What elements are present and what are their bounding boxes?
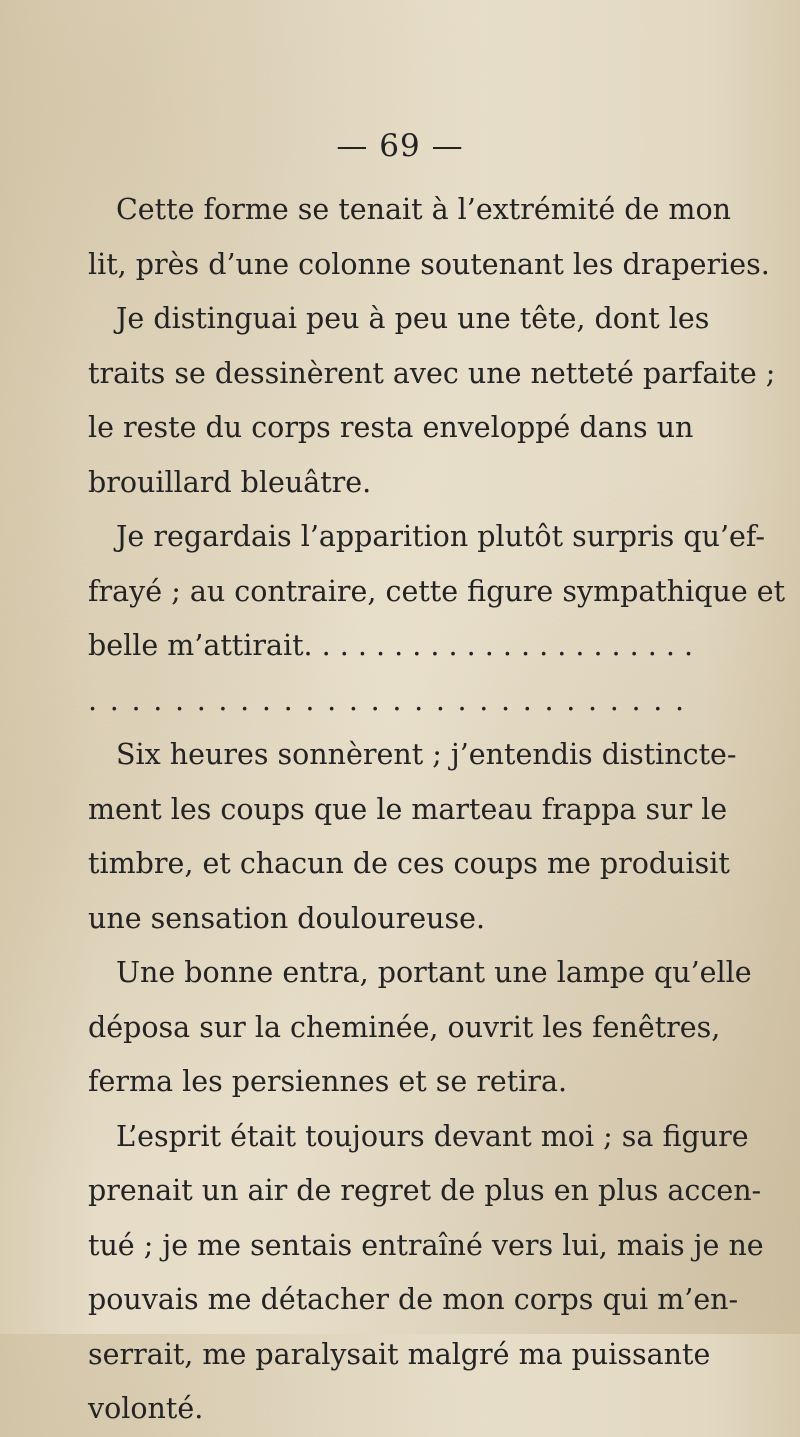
- text-line: Je distinguai peu à peu une tête, dont les: [116, 302, 710, 335]
- text-line: déposa sur la cheminée, ouvrit les fenêtres,: [88, 1010, 721, 1044]
- text-line: belle m’attirait. . . . . . . . . . . . . . . . . . . . . .: [88, 629, 694, 662]
- text-line: frayé ; au contraire, cette figure sympathique et: [88, 574, 786, 608]
- text-line: serrait, me paralysait malgré ma puissante: [88, 1337, 711, 1371]
- text-line: timbre, et chacun de ces coups me produisit: [88, 847, 730, 880]
- text-line: ferma les persiennes et se retira.: [88, 1065, 568, 1098]
- text-line: une sensation douloureuse.: [88, 901, 486, 935]
- page-number: — 69 —: [336, 128, 464, 164]
- text-line: pouvais me détacher de mon corps qui m’en-: [88, 1283, 739, 1316]
- text-line: L’esprit était toujours devant moi ; sa figure: [116, 1119, 749, 1153]
- body-text: [88, 183, 786, 1437]
- text-line: lit, près d’une colonne soutenant les draperies.: [88, 247, 770, 281]
- text-line: volonté.: [88, 1392, 204, 1425]
- text-line: ment les coups que le marteau frappa sur le: [88, 792, 728, 826]
- text-line: tué ; je me sentais entraîné vers lui, mais je ne: [88, 1228, 764, 1262]
- text-line: Je regardais l’apparition plutôt surpris qu’ef-: [116, 520, 766, 553]
- text-line: Cette forme se tenait à l’extrémité de mon: [116, 193, 731, 226]
- text-line: prenait un air de regret de plus en plus accen-: [88, 1174, 762, 1207]
- text-line: traits se dessinèrent avec une netteté parfaite ;: [88, 356, 776, 390]
- text-line: Six heures sonnèrent ; j’entendis distincte-: [116, 738, 737, 771]
- text-line: le reste du corps resta enveloppé dans un: [88, 411, 694, 444]
- text-line: brouillard bleuâtre.: [88, 465, 372, 499]
- ellipsis-separator: . . . . . . . . . . . . . . . . . . . . . . . . . . . .: [88, 683, 684, 717]
- text-line: Une bonne entra, portant une lampe qu’elle: [116, 956, 752, 989]
